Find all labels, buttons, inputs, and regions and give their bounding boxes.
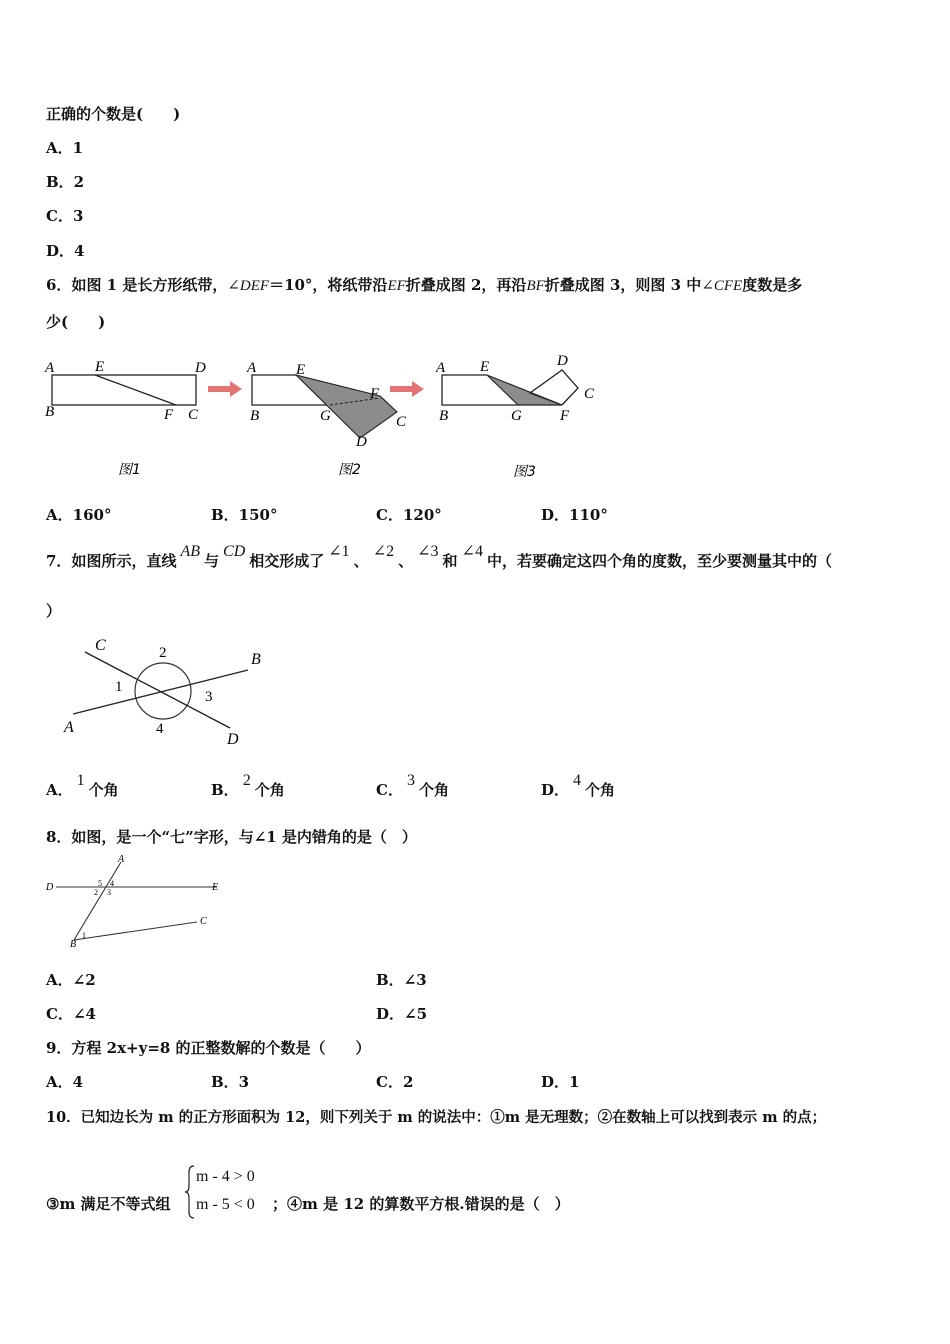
fig2-label-g: G [320,408,331,424]
q10-inequality-1: m - 4 > 0 [196,1168,255,1185]
q10-stem: 10．已知边长为 m 的正方形面积为 12，则下列关于 m 的说法中：①m 是无理数；②在数轴上可以找到表示 m 的点； [46,1109,827,1126]
q9-stem: 9．方程 2x+y=8 的正整数解的个数是（ ） [46,1039,371,1057]
fig3-label-g: G [511,408,522,424]
q6-option-c: C．120° [376,506,442,524]
brace-icon [184,1164,196,1220]
fig1-label-b: B [45,404,55,420]
fig2-label-f: F [370,386,380,402]
fig3-label-f: F [560,408,570,424]
q7-label-3: 3 [205,689,213,705]
fig2-label-e: E [296,362,306,378]
q10-inequality-2: m - 5 < 0 [196,1196,255,1213]
q8-option-d: D．∠5 [376,1005,428,1023]
fig2-label-b: B [250,408,260,424]
q5-option-a: A．1 [46,139,84,157]
q9-option-a: A．4 [46,1073,84,1091]
q7-option-d: D．4个角 [541,772,616,799]
fig1-label-c: C [188,407,199,423]
fig3-label-e: E [480,359,490,375]
fig3-label-b: B [439,408,449,424]
q6-option-d: D．110° [541,506,608,524]
q8-label-5: 5 [98,879,102,888]
fig2-label-d: D [356,434,367,450]
q8-option-c: C．∠4 [46,1005,96,1023]
fig1-label-d: D [195,360,206,376]
q7-label-c: C [95,637,106,654]
q9-option-d: D．1 [541,1073,580,1091]
q8-label-a: A [118,854,125,865]
q6-figure [40,348,610,488]
q6-figure-2 [246,360,407,478]
q10-part4: ；④m 是 12 的算数平方根.错误的是（ ） [272,1195,570,1213]
fig1-label-f: F [164,407,174,423]
fig3-label-a: A [436,360,446,376]
q9-option-c: C．2 [376,1073,414,1091]
q8-label-d: D [46,882,54,893]
line-ab [74,862,121,940]
q6-figure-1 [44,359,206,478]
fig2-caption: 图2 [338,462,361,478]
q10-part3: ③m 满足不等式组 [46,1195,171,1213]
q9-option-b: B．3 [211,1073,250,1091]
q8-label-1: 1 [82,931,86,940]
q8-label-4: 4 [110,879,114,888]
q7-label-2: 2 [159,645,167,661]
q5-stem: 正确的个数是( ) [46,105,181,123]
arrow-right-icon [390,381,424,397]
q8-option-b: B．∠3 [376,971,427,989]
fig3-caption: 图3 [513,464,536,480]
q7-option-b: B．2个角 [211,772,285,799]
q7-stem: 7．如图所示，直线AB与CD相交形成了∠1、∠2、∠3和∠4中，若要确定这四个角的度数，至少要测量其中的（ [46,543,832,570]
fig1-label-a: A [45,360,55,376]
q8-figure [42,852,232,952]
q7-label-d: D [227,731,239,748]
q8-label-2: 2 [94,888,98,897]
q7-option-c: C．3个角 [376,772,449,799]
q6-stem-line2: 少( ) [46,313,106,331]
fig3-label-c: C [584,386,595,402]
q6-option-b: B．150° [211,506,278,524]
fig2-label-a: A [247,360,257,376]
fig1-label-e: E [95,359,105,375]
q7-option-a: A．1个角 [46,772,119,799]
q7-stem-line2: ） [46,602,62,620]
q8-option-a: A．∠2 [46,971,96,989]
q8-label-e: E [212,882,219,893]
q7-label-a: A [64,719,74,736]
q7-label-b: B [251,651,261,668]
fig2-label-c: C [396,414,407,430]
q8-label-3: 3 [107,888,111,897]
q8-label-b: B [70,939,77,950]
arrow-right-icon [208,381,242,397]
q7-figure [55,628,285,753]
q6-stem: 6．如图 1 是长方形纸带，∠DEF＝10°，将纸带沿EF折叠成图 2，再沿BF折叠成图 3，则图 3 中∠CFE度数是多 [46,276,803,294]
q5-option-d: D．4 [46,242,85,260]
fig3-label-d: D [557,353,568,369]
fig1-caption: 图1 [118,462,141,478]
q7-label-4: 4 [156,721,164,737]
q8-stem: 8．如图，是一个“七”字形，与∠1 是内错角的是（ ） [46,828,417,846]
q6-option-a: A．160° [46,506,112,524]
q8-label-c: C [200,916,207,927]
q7-label-1: 1 [115,679,123,695]
q5-option-b: B．2 [46,173,85,191]
line-bc [74,922,197,940]
q6-figure-3 [435,353,595,480]
q5-option-c: C．3 [46,207,84,225]
